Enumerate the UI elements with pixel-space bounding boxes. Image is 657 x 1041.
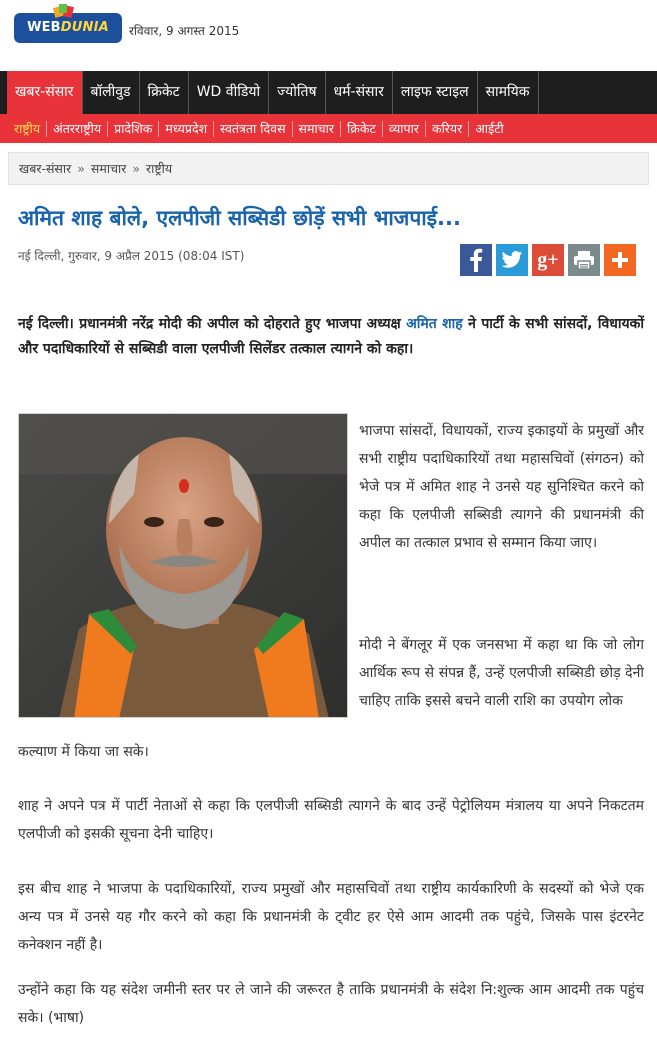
person-link-amit-shah[interactable]: अमित शाह xyxy=(406,316,463,332)
logo-mark-icon xyxy=(52,3,76,21)
nav-item-secondary[interactable]: करियर xyxy=(426,121,469,137)
primary-nav xyxy=(0,71,657,114)
nav-item-secondary[interactable]: राष्ट्रीय xyxy=(8,121,47,137)
secondary-nav xyxy=(0,114,657,143)
logo-text: WEBDUNIA xyxy=(27,20,109,35)
article-paragraph: मोदी ने बेंगलूर में एक जनसभा में कहा था कि जो लोग आर्थिक रूप से संपन्न हैं, उन्हें एलपीजी सब्सिडी छोड़ देनी चाहिए ताकि इससे बचने वाली राशि का उपयोग लोक xyxy=(359,637,644,709)
plus-icon xyxy=(610,250,630,270)
print-button[interactable] xyxy=(568,244,600,276)
twitter-share-button[interactable] xyxy=(496,244,528,276)
webdunia-logo[interactable] xyxy=(14,13,122,43)
nav-item-secondary[interactable]: व्यापार xyxy=(383,121,426,137)
nav-item-secondary[interactable]: क्रिकेट xyxy=(341,121,383,137)
facebook-icon xyxy=(466,248,486,272)
article-paragraph: शाह ने अपने पत्र में पार्टी नेताओं से कहा कि एलपीजी सब्सिडी त्यागने के बाद उन्हें पेट्रोलियम मंत्रालय या अपने निकटतम एलपीजी को इसकी सूचना देनी चाहिए। xyxy=(18,798,644,842)
portrait-image xyxy=(19,414,348,718)
nav-item-secondary[interactable]: मध्यप्रदेश xyxy=(159,121,214,137)
article-dateline: नई दिल्ली, गुरुवार, 9 अप्रैल 2015 (08:04 IST) xyxy=(18,249,245,263)
breadcrumb-item-samachar[interactable]: समाचार xyxy=(90,161,127,176)
nav-item-secondary[interactable]: प्रादेशिक xyxy=(108,121,159,137)
breadcrumb-separator: » xyxy=(77,161,85,176)
nav-item-primary[interactable]: खबर-संसार xyxy=(7,71,83,114)
google-plus-icon: g+ xyxy=(537,248,559,271)
twitter-icon xyxy=(501,250,523,270)
breadcrumb xyxy=(8,152,649,185)
article-lead xyxy=(18,312,644,362)
article-paragraph-continuation: कल्याण में किया जा सके। xyxy=(18,744,149,760)
nav-item-primary[interactable]: लाइफ स्‍टाइल xyxy=(393,71,478,114)
article-paragraph: इस बीच शाह ने भाजपा के पदाधिकारियों, राज्य प्रमुखों और महासचिवों तथा राष्ट्रीय कार्यकारिणी के सदस्यों को भेजे एक अन्य पत्र में उनसे यह गौर करने को कहा कि प्रधानमंत्री के ट्वीट हर ऐसे आम आदमी तक पहुंचे, जिसके पास इंटरनेट कनेक्शन नहीं है। xyxy=(18,881,644,953)
nav-item-secondary[interactable]: समाचार xyxy=(293,121,341,137)
google-plus-share-button[interactable] xyxy=(532,244,564,276)
article-paragraph: भाजपा सांसदों, विधायकों, राज्य इकाइयों के प्रमुखों और सभी राष्ट्रीय पदाधिकारियों तथा महासचिवों (संगठन) को भेजे पत्र में अमित शाह ने उनसे यह सुनिश्चित करने को कहा कि एलपीजी सब्सिडी त्यागने की प्रधानमंत्री की अपील का तत्काल प्रभाव से सम्मान किया जाए। xyxy=(359,423,644,551)
nav-item-secondary[interactable]: अंतरराष्ट्रीय xyxy=(47,121,108,137)
article-photo xyxy=(18,413,348,718)
nav-item-primary[interactable]: ज्योतिष xyxy=(269,71,325,114)
breadcrumb-item-rashtriya[interactable]: राष्ट्रीय xyxy=(146,161,173,176)
header-date: रविवार, 9 अगस्त 2015 xyxy=(129,24,240,38)
nav-item-primary[interactable]: WD वीडियो xyxy=(189,71,269,114)
nav-item-primary[interactable]: सामयिक xyxy=(478,71,539,114)
breadcrumb-separator: » xyxy=(132,161,141,176)
article-title: अमित शाह बोले, एलपीजी सब्सिडी छोड़ें सभी भाजपाई... xyxy=(18,206,461,230)
breadcrumb-item-khabar-sansar[interactable]: खबर-संसार xyxy=(19,161,72,176)
lead-text-end: ने पार्टी के सभी सांसदों, विधायकों और पदाधिकारियों से सब्सिडी वाला एलपीजी सिलेंडर तत्काल त्यागने को कहा। xyxy=(18,316,644,357)
nav-item-secondary[interactable]: स्वतंत्रता दिवस xyxy=(214,121,292,137)
share-bar xyxy=(460,244,636,276)
nav-item-primary[interactable]: क्रिकेट xyxy=(140,71,189,114)
nav-item-primary[interactable]: धर्म-संसार xyxy=(326,71,393,114)
print-icon xyxy=(573,250,595,270)
more-share-button[interactable] xyxy=(604,244,636,276)
site-header xyxy=(0,0,657,62)
nav-item-primary[interactable]: बॉलीवुड xyxy=(83,71,140,114)
lead-text-start: नई दिल्ली। प्रधानमंत्री नरेंद्र मोदी की अपील को दोहराते हुए भाजपा अध्यक्ष xyxy=(18,316,401,332)
facebook-share-button[interactable] xyxy=(460,244,492,276)
article-paragraph: उन्होंने कहा कि यह संदेश जमीनी स्तर पर ले जाने की जरूरत है ताकि प्रधानमंत्री के संदेश नि:शुल्क आम आदमी तक पहुंच सके। (भाषा) xyxy=(18,982,644,1026)
nav-item-secondary[interactable]: आईटी xyxy=(475,120,504,136)
